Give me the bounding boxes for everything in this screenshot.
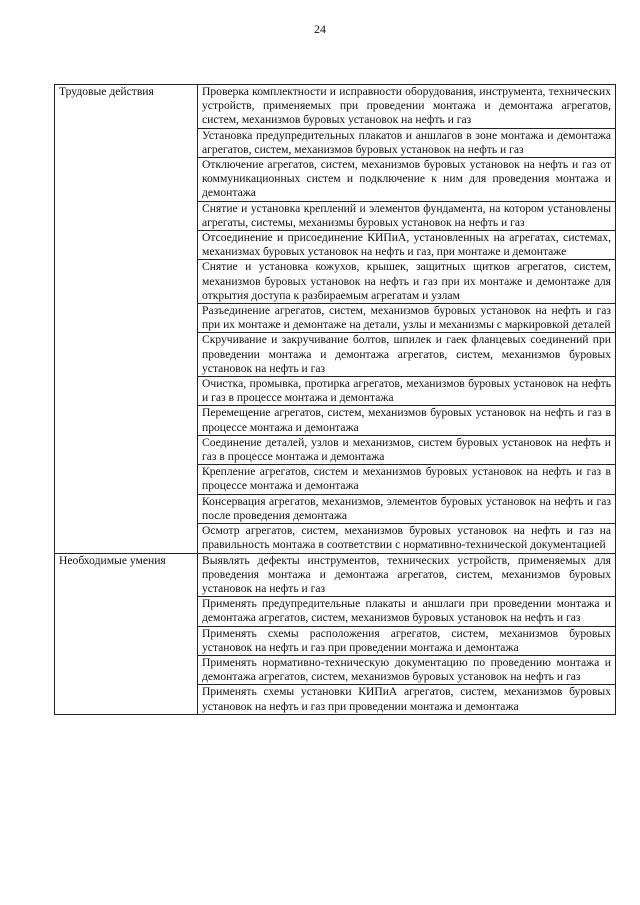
table-cell-item: Снятие и установка кожухов, крышек, защитных щитков агрегатов, систем, механизмов буровых установок на нефть и газ при их монтаже и демонтаже для открытия доступа к разбираемым агрегатам и узлам: [198, 260, 616, 304]
table-row: [55, 553, 616, 597]
table-cell-item: Отсоединение и присоединение КИПиА, установленных на агрегатах, системах, механизмах буровых установок на нефть и газ, при монтаже и демонтаже: [198, 231, 616, 260]
table-cell-item: Разъединение агрегатов, систем, механизмов буровых установок на нефть и газ при их монтаже и демонтаже на детали, узлы и механизмы с маркировкой деталей: [198, 304, 616, 333]
table-cell-item: Соединение деталей, узлов и механизмов, систем буровых установок на нефть и газ в процессе монтажа и демонтажа: [198, 435, 616, 464]
section-label: Необходимые умения: [55, 553, 198, 714]
table-row: [55, 85, 616, 129]
table-cell-item: Крепление агрегатов, систем и механизмов буровых установок на нефть и газ в процессе монтажа и демонтажа: [198, 465, 616, 494]
table-cell-item: Консервация агрегатов, механизмов, элементов буровых установок на нефть и газ после проведения демонтажа: [198, 494, 616, 523]
requirements-table: [54, 84, 616, 715]
table-cell-item: Применять нормативно-техническую документацию по проведению монтажа и демонтажа агрегатов, систем, механизмов буровых установок на нефть и газ: [198, 655, 616, 684]
table-cell-item: Осмотр агрегатов, систем, механизмов буровых установок на нефть и газ на правильность монтажа в соответствии с нормативно-технической документацией: [198, 524, 616, 553]
table-cell-item: Выявлять дефекты инструментов, технических устройств, применяемых для проведения монтажа и демонтажа агрегатов, систем, механизмов буровых установок на нефть и газ: [198, 553, 616, 597]
table-cell-item: Применять схемы установки КИПиА агрегатов, систем, механизмов буровых установок на нефть и газ при проведении монтажа и демонтажа: [198, 685, 616, 714]
table-cell-item: Установка предупредительных плакатов и аншлагов в зоне монтажа и демонтажа агрегатов, систем, механизмов буровых установок на нефть и газ: [198, 128, 616, 157]
table-cell-item: Очистка, промывка, протирка агрегатов, механизмов буровых установок на нефть и газ в процессе монтажа и демонтажа: [198, 377, 616, 406]
table-cell-item: Применять предупредительные плакаты и аншлаги при проведении монтажа и демонтажа агрегатов, систем, механизмов буровых установок на нефть и газ: [198, 597, 616, 626]
page-number: 24: [314, 22, 326, 36]
table-cell-item: Отключение агрегатов, систем, механизмов буровых установок на нефть и газ от коммуникационных систем и подключение к ним для проведения монтажа и демонтажа: [198, 158, 616, 202]
table-cell-item: Проверка комплектности и исправности оборудования, инструмента, технических устройств, применяемых при проведении монтажа и демонтажа агрегатов, систем, механизмов буровых установок на нефть и газ: [198, 85, 616, 129]
table-cell-item: Перемещение агрегатов, систем, механизмов буровых установок на нефть и газ в процессе монтажа и демонтажа: [198, 406, 616, 435]
section-label: Трудовые действия: [55, 85, 198, 554]
table-cell-item: Применять схемы расположения агрегатов, систем, механизмов буровых установок на нефть и газ при проведении монтажа и демонтажа: [198, 626, 616, 655]
table-cell-item: Снятие и установка креплений и элементов фундамента, на котором установлены агрегаты, системы, механизмы буровых установок на нефть и газ: [198, 201, 616, 230]
table-cell-item: Скручивание и закручивание болтов, шпилек и гаек фланцевых соединений при проведении монтажа и демонтажа агрегатов, систем, механизмов буровых установок на нефть и газ: [198, 333, 616, 377]
